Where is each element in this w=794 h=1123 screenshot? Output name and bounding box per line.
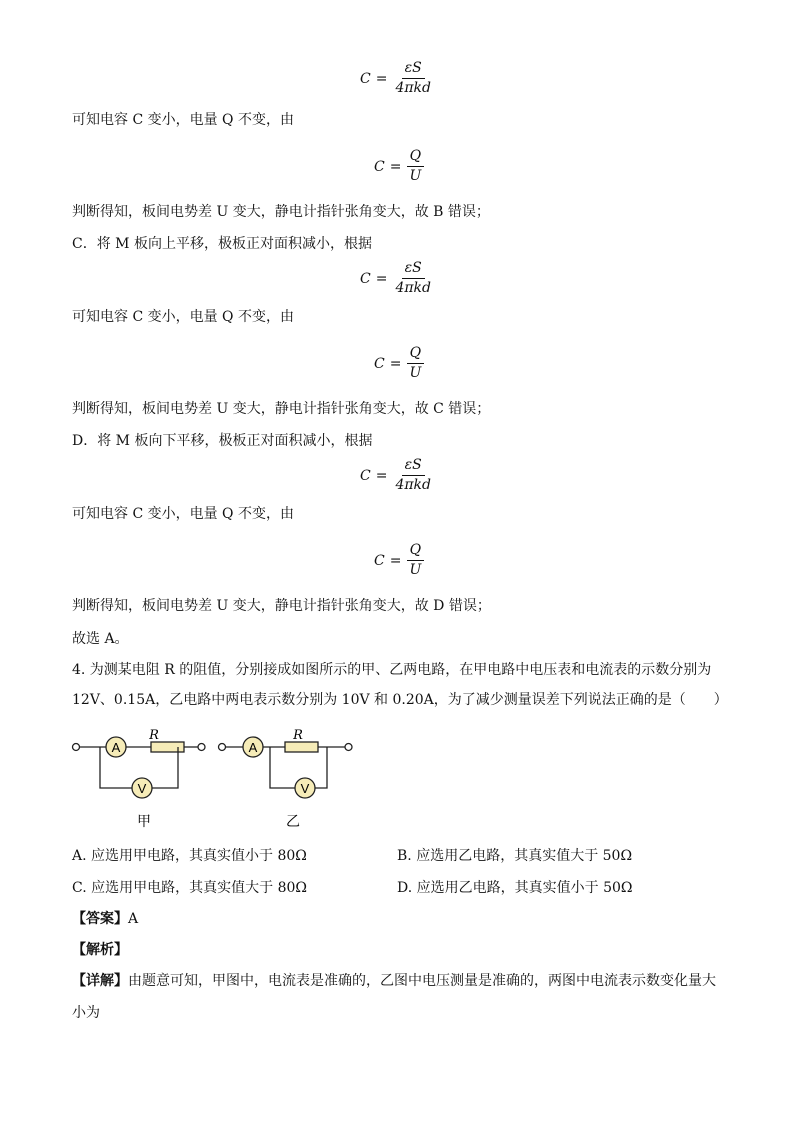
circuit-label-yi: 乙 xyxy=(286,814,300,830)
formula-numerator: Q xyxy=(407,345,424,364)
charge-formula-2 xyxy=(374,345,424,382)
formula-eq: = xyxy=(389,158,402,175)
formula-eq: = xyxy=(389,552,402,569)
formula-numerator: Q xyxy=(407,148,424,167)
circuit-diagram-yi xyxy=(214,725,362,835)
answer-line xyxy=(72,909,138,929)
detail-text: 由题意可知，甲图中，电流表是准确的，乙图中电压测量是准确的，两图中电流表示数变化量大 xyxy=(128,973,716,989)
text-line: D．将 M 板向下平移，极板正对面积减小，根据 xyxy=(72,433,373,449)
resistor-box xyxy=(151,742,184,752)
formula-fraction xyxy=(406,345,424,382)
formula-denominator: 4πkd xyxy=(395,477,432,493)
text-line: C．将 M 板向上平移，极板正对面积减小，根据 xyxy=(72,236,372,252)
capacitance-formula-1 xyxy=(360,60,434,97)
formula-fraction xyxy=(392,260,434,297)
formula-eq: = xyxy=(375,467,388,484)
question-4-line-1: 4. 为测某电阻 R 的阻值，分别接成如图所示的甲、乙两电路，在甲电路中电压表和电流表的示数分别为 xyxy=(72,662,712,678)
formula-denominator: U xyxy=(409,562,422,578)
charge-formula-1 xyxy=(374,148,424,185)
detail-line-1 xyxy=(72,971,716,991)
terminal-left xyxy=(219,744,226,751)
text-line: 判断得知，板间电势差 U 变大，静电计指针张角变大，故 C 错误； xyxy=(72,401,491,417)
formula-fraction xyxy=(392,457,434,494)
formula-numerator: εS xyxy=(402,457,425,476)
terminal-right xyxy=(198,744,205,751)
text-line: 故选 A。 xyxy=(72,631,129,647)
option-b: B. 应选用乙电路，其真实值大于 50Ω xyxy=(397,848,633,864)
answer-value: A xyxy=(128,911,139,927)
text-line: 可知电容 C 变小，电量 Q 不变，由 xyxy=(72,112,294,128)
resistor-label: R xyxy=(149,728,159,743)
detail-tag: 【详解】 xyxy=(72,973,128,989)
resistor-label: R xyxy=(293,728,303,743)
option-d: D. 应选用乙电路，其真实值小于 50Ω xyxy=(397,880,633,896)
ammeter-label: A xyxy=(248,740,258,755)
formula-lhs: C xyxy=(360,467,371,484)
option-c: C. 应选用甲电路，其真实值大于 80Ω xyxy=(72,880,307,896)
question-4-line-2: 12V、0.15A，乙电路中两电表示数分别为 10V 和 0.20A，为了减少测量误差下列说法正确的是（ ） xyxy=(72,692,728,708)
formula-denominator: 4πkd xyxy=(395,280,432,296)
option-a: A. 应选用甲电路，其真实值小于 80Ω xyxy=(72,848,307,864)
ammeter-label: A xyxy=(111,740,121,755)
formula-fraction xyxy=(406,148,424,185)
formula-lhs: C xyxy=(374,158,385,175)
analysis-tag: 【解析】 xyxy=(72,942,128,958)
circuit-diagram-jia xyxy=(68,725,216,835)
formula-numerator: εS xyxy=(402,260,425,279)
text-line: 判断得知，板间电势差 U 变大，静电计指针张角变大，故 D 错误； xyxy=(72,598,491,614)
formula-eq: = xyxy=(389,355,402,372)
formula-fraction xyxy=(392,60,434,97)
formula-lhs: C xyxy=(374,552,385,569)
formula-lhs: C xyxy=(374,355,385,372)
formula-denominator: 4πkd xyxy=(395,80,432,96)
capacitance-formula-3 xyxy=(360,457,434,494)
formula-denominator: U xyxy=(409,168,422,184)
terminal-left xyxy=(73,744,80,751)
formula-eq: = xyxy=(375,270,388,287)
formula-denominator: U xyxy=(409,365,422,381)
formula-numerator: Q xyxy=(407,542,424,561)
charge-formula-3 xyxy=(374,542,424,579)
text-line: 判断得知，板间电势差 U 变大，静电计指针张角变大，故 B 错误； xyxy=(72,204,490,220)
text-line: 可知电容 C 变小，电量 Q 不变，由 xyxy=(72,506,294,522)
answer-tag: 【答案】 xyxy=(72,911,128,927)
voltmeter-label: V xyxy=(300,781,310,796)
formula-lhs: C xyxy=(360,270,371,287)
circuit-label-jia: 甲 xyxy=(137,814,151,830)
voltmeter-label: V xyxy=(137,781,147,796)
detail-line-2: 小为 xyxy=(72,1005,100,1021)
formula-lhs: C xyxy=(360,70,371,87)
formula-fraction xyxy=(406,542,424,579)
capacitance-formula-2 xyxy=(360,260,434,297)
terminal-right xyxy=(345,744,352,751)
text-line: 可知电容 C 变小，电量 Q 不变，由 xyxy=(72,309,294,325)
resistor-box xyxy=(285,742,318,752)
formula-numerator: εS xyxy=(402,60,425,79)
formula-eq: = xyxy=(375,70,388,87)
